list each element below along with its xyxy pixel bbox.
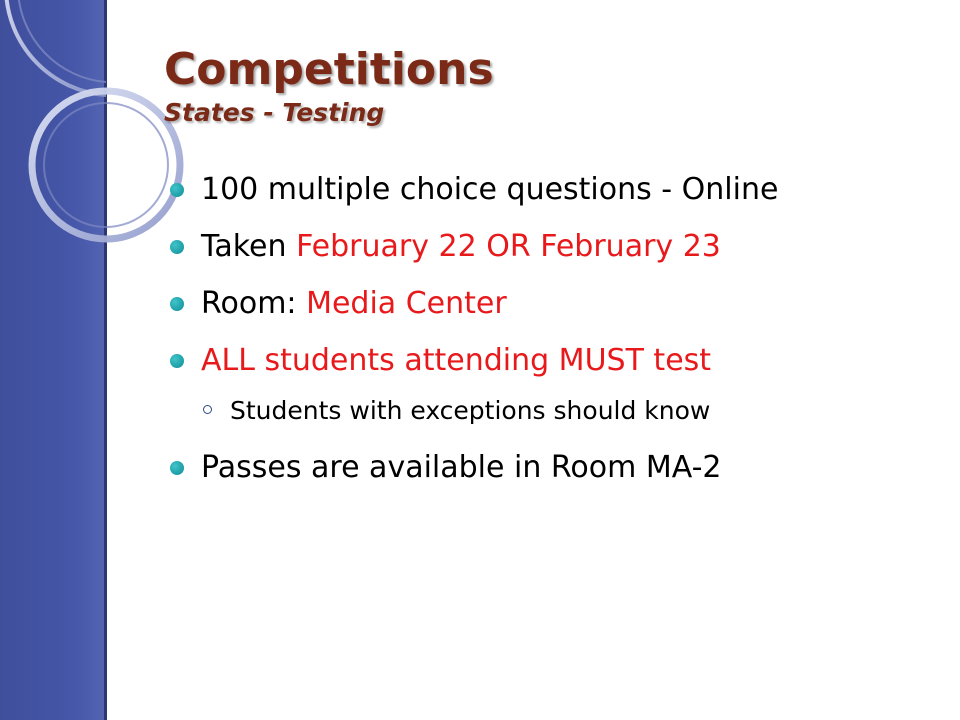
teal-dot-icon	[170, 297, 184, 311]
bullet-highlight: Media Center	[306, 286, 507, 321]
bullet-item	[170, 448, 930, 488]
bullet-text: Passes are available in Room MA-2	[201, 450, 722, 485]
sub-bullet-item	[170, 394, 930, 428]
bullet-text: 100 multiple choice questions - Online	[201, 172, 779, 207]
bullet-item	[170, 227, 930, 267]
bullet-list	[170, 170, 930, 505]
bullet-item	[170, 284, 930, 324]
teal-dot-icon	[170, 240, 184, 254]
bullet-highlight: ALL students attending MUST test	[201, 343, 712, 378]
ring-bullet-icon	[203, 405, 212, 414]
bullet-item	[170, 170, 930, 210]
bullet-prefix: Room:	[201, 286, 307, 321]
slide-title: Competitions	[164, 44, 494, 95]
bullet-highlight: February 22 OR February 23	[296, 229, 721, 264]
teal-dot-icon	[170, 354, 184, 368]
sub-bullet-text: Students with exceptions should know	[230, 396, 711, 425]
teal-dot-icon	[170, 461, 184, 475]
slide-subtitle: States - Testing	[164, 98, 385, 127]
bullet-prefix: Taken	[201, 229, 297, 264]
title-block	[164, 44, 924, 130]
bullet-item	[170, 341, 930, 381]
teal-dot-icon	[170, 183, 184, 197]
